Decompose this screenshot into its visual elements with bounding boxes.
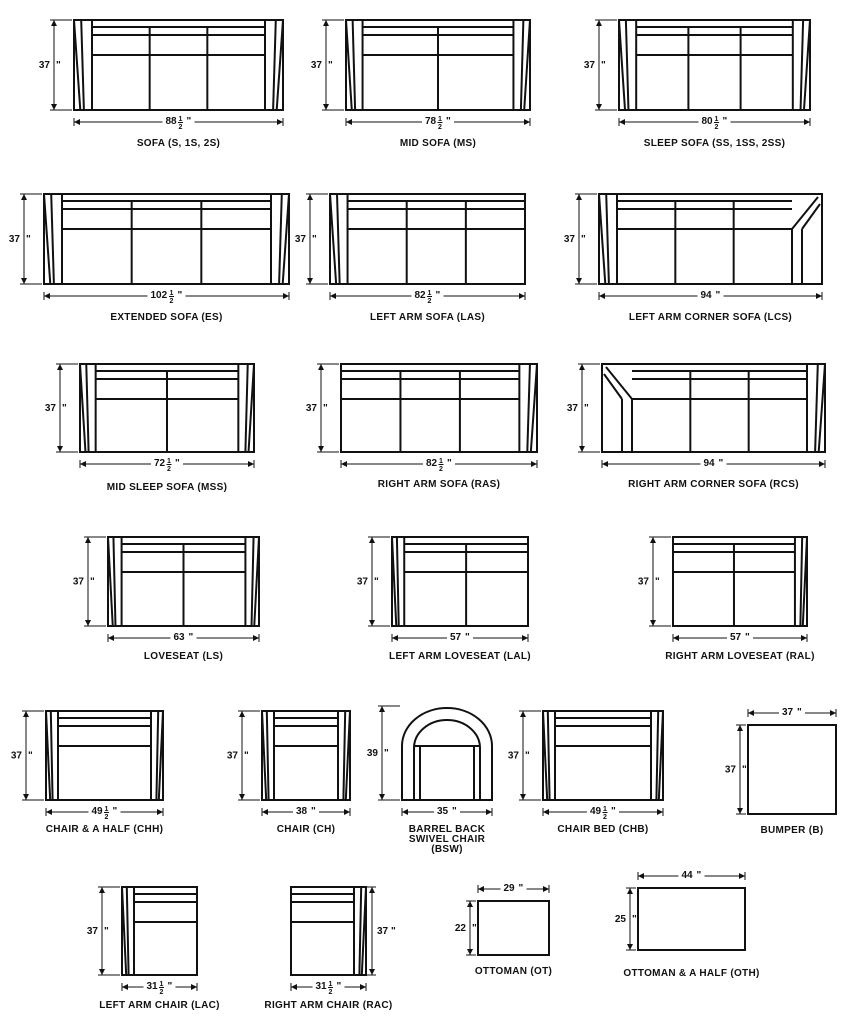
- inch-mark: ": [722, 116, 728, 127]
- dimension-label: [587, 803, 619, 821]
- caption: [277, 824, 336, 835]
- furniture-outline: [108, 537, 259, 626]
- height-value: 39: [366, 748, 378, 759]
- svg-text:1: 1: [427, 290, 432, 297]
- inch-mark: ": [311, 806, 316, 817]
- height-dimension-line: [578, 364, 600, 452]
- dimension-label: [779, 704, 805, 718]
- dimension-label: [151, 455, 183, 473]
- height-label: [615, 914, 637, 925]
- caption-line: LEFT ARM SOFA (LAS): [370, 312, 485, 323]
- height-dimension-line: [367, 887, 376, 975]
- inch-mark: ": [323, 403, 328, 414]
- caption-line: LEFT ARM CHAIR (LAC): [99, 1000, 220, 1011]
- height-label: [584, 60, 606, 71]
- height-value: 37: [10, 750, 22, 762]
- furniture-outline: [262, 711, 350, 800]
- svg-text:2: 2: [169, 298, 174, 305]
- inch-mark: ": [745, 632, 750, 643]
- dimension-value: 44: [681, 870, 693, 881]
- ottoman-and-a-half: [615, 867, 760, 979]
- furniture-outline: [80, 364, 254, 452]
- height-dimension-line: [368, 537, 390, 626]
- svg-text:1: 1: [178, 116, 183, 123]
- chair-bed: [508, 711, 663, 835]
- caption: [389, 651, 531, 662]
- inch-mark: ": [62, 403, 67, 414]
- height-dimension-line: [649, 537, 671, 626]
- dimension-value: 31: [146, 981, 158, 992]
- caption-line: RIGHT ARM LOVESEAT (RAL): [665, 651, 815, 662]
- dimension-value: 35: [437, 806, 449, 817]
- caption: [400, 138, 476, 149]
- dimension-fraction: [438, 116, 443, 131]
- inch-mark: ": [452, 806, 457, 817]
- svg-text:2: 2: [438, 124, 442, 131]
- dimension-label: [698, 287, 724, 301]
- dimension-fraction: [714, 116, 719, 131]
- height-dimension-line: [575, 194, 597, 284]
- inch-mark: ": [446, 116, 451, 127]
- dimension-label: [144, 978, 176, 996]
- height-label: [39, 60, 61, 71]
- dimension-fraction: [159, 981, 164, 996]
- height-value: 22: [454, 923, 466, 934]
- height-dimension-line: [595, 20, 617, 110]
- right-arm-loveseat: [638, 537, 815, 662]
- height-value: 37: [226, 750, 238, 762]
- inch-mark: ": [601, 60, 606, 71]
- inch-mark: ": [167, 981, 173, 992]
- height-value: 37: [724, 764, 736, 776]
- mid-sleep-sofa: [45, 364, 254, 493]
- furniture-outline: [748, 725, 836, 814]
- inch-mark: ": [632, 914, 637, 925]
- height-label: [87, 926, 109, 937]
- furniture-outline: [46, 711, 163, 800]
- furniture-outline: [478, 901, 549, 955]
- dimension-value: 38: [296, 806, 308, 817]
- dimension-value: 49: [91, 806, 103, 817]
- caption: [110, 312, 222, 323]
- caption-line: BUMPER (B): [760, 825, 824, 836]
- caption-line: LEFT ARM CORNER SOFA (LCS): [628, 312, 793, 323]
- furniture-outline: [599, 194, 822, 284]
- dimension-label: [679, 867, 705, 881]
- left-arm-corner-sofa: [564, 194, 822, 323]
- inch-mark: ": [56, 60, 61, 71]
- furniture-outline: [346, 20, 530, 110]
- caption-line: MID SOFA (MS): [399, 138, 477, 149]
- height-dimension-line: [50, 20, 72, 110]
- height-label: [311, 60, 333, 71]
- furniture-outline: [402, 708, 492, 800]
- caption-line: MID SLEEP SOFA (MSS): [106, 482, 228, 493]
- height-label: [377, 926, 396, 937]
- dimension-value: 29: [503, 883, 515, 894]
- dimension-value: 31: [315, 981, 327, 992]
- dimension-value: 102: [150, 290, 168, 301]
- height-label: [725, 765, 747, 776]
- height-label: [357, 577, 379, 588]
- inch-mark: ": [518, 883, 524, 894]
- inch-mark: ": [312, 234, 317, 245]
- svg-text:1: 1: [328, 981, 333, 988]
- inch-mark: ": [186, 116, 192, 127]
- height-label: [73, 577, 95, 588]
- inch-mark: ": [384, 748, 389, 759]
- svg-text:2: 2: [427, 298, 432, 305]
- sleep-sofa: [584, 20, 810, 149]
- caption: [137, 138, 220, 149]
- caption-line: OTTOMAN (OT): [474, 966, 553, 977]
- svg-text:2: 2: [178, 124, 183, 131]
- height-dimension-line: [306, 194, 328, 284]
- svg-text:2: 2: [167, 466, 171, 473]
- height-label: [45, 403, 67, 414]
- svg-text:1: 1: [438, 116, 442, 123]
- left-arm-sofa: [295, 194, 525, 323]
- dimension-label: [148, 287, 186, 305]
- inch-mark: ": [715, 290, 721, 301]
- height-value: 37: [566, 403, 578, 414]
- height-label: [9, 234, 31, 245]
- left-arm-chair: [87, 887, 220, 1011]
- inch-mark: ": [447, 458, 452, 469]
- inch-mark: ": [696, 870, 702, 881]
- height-value: 37: [72, 576, 84, 588]
- dimension-label: [701, 455, 727, 469]
- furniture-outline: [673, 537, 807, 626]
- caption-line: CHAIR (CH): [276, 824, 336, 835]
- furniture-outline: [44, 194, 289, 284]
- inch-mark: ": [611, 806, 616, 817]
- caption: [46, 824, 163, 835]
- caption-line: LOVESEAT (LS): [143, 651, 224, 662]
- dimension-label: [423, 455, 455, 473]
- furniture-outline: [543, 711, 663, 800]
- height-label: [567, 403, 589, 414]
- chair: [227, 711, 350, 835]
- height-label: [564, 234, 586, 245]
- inch-mark: ": [188, 632, 194, 643]
- height-label: [295, 234, 317, 245]
- caption: [409, 824, 486, 855]
- inch-mark: ": [328, 60, 333, 71]
- caption-line: RIGHT ARM SOFA (RAS): [377, 479, 501, 490]
- inch-mark: ": [655, 576, 660, 588]
- dimension-fraction: [328, 981, 333, 996]
- dimension-value: 82: [414, 290, 426, 301]
- caption: [378, 479, 500, 490]
- svg-text:2: 2: [603, 814, 607, 821]
- dimension-label: [434, 803, 460, 817]
- caption: [264, 1000, 392, 1011]
- sofa: [39, 20, 283, 149]
- caption: [370, 312, 485, 323]
- bumper: [725, 704, 836, 836]
- dimension-value: 88: [165, 116, 177, 127]
- height-dimension-line: [322, 20, 344, 110]
- furniture-outline: [330, 194, 525, 284]
- height-dimension-line: [238, 711, 260, 800]
- dimension-label: [293, 803, 319, 817]
- loveseat: [73, 537, 259, 662]
- dimension-fraction: [167, 458, 172, 473]
- inch-mark: ": [581, 234, 586, 245]
- caption-line: OTTOMAN & A HALF (OTH): [623, 968, 760, 979]
- caption-line: LEFT ARM LOVESEAT (LAL): [389, 651, 531, 662]
- height-dimension-line: [56, 364, 78, 452]
- caption: [644, 138, 785, 149]
- caption: [144, 651, 223, 662]
- caption-line: RIGHT ARM CORNER SOFA (RCS): [628, 479, 799, 490]
- caption: [99, 1000, 220, 1011]
- caption: [475, 966, 552, 977]
- caption: [557, 824, 648, 835]
- inch-mark: ": [175, 458, 180, 469]
- height-value: 37: [310, 60, 322, 71]
- caption-line: BARREL BACK: [408, 824, 486, 835]
- caption-line: RIGHT ARM CHAIR (RAC): [264, 1000, 393, 1011]
- height-value: 37: [305, 403, 317, 414]
- height-dimension-line: [22, 711, 44, 800]
- dimension-value: 37: [782, 707, 794, 718]
- chair-and-a-half: [11, 711, 163, 835]
- height-label: [455, 923, 477, 934]
- caption: [761, 825, 824, 836]
- ottoman: [455, 880, 552, 977]
- dimension-label: [313, 978, 345, 996]
- furniture-outline: [638, 888, 745, 950]
- right-arm-corner-sofa: [567, 364, 825, 490]
- dimension-label: [699, 113, 731, 131]
- svg-text:1: 1: [439, 458, 443, 465]
- dimension-fraction: [169, 290, 174, 305]
- svg-text:1: 1: [104, 806, 109, 813]
- svg-text:2: 2: [714, 124, 719, 131]
- height-value: 25: [614, 914, 626, 925]
- dimension-value: 49: [590, 806, 602, 817]
- inch-mark: ": [525, 750, 530, 762]
- height-label: [508, 751, 530, 762]
- dimension-label: [501, 880, 527, 894]
- svg-text:1: 1: [603, 806, 607, 813]
- caption: [623, 968, 759, 979]
- height-dimension-line: [98, 887, 120, 975]
- furniture-outline: [619, 20, 810, 110]
- furniture-outline: [392, 537, 528, 626]
- dimension-fraction: [104, 806, 109, 821]
- furniture-outline: [291, 887, 366, 975]
- svg-text:1: 1: [167, 458, 171, 465]
- right-arm-chair: [264, 887, 396, 1011]
- height-value: 37: [38, 60, 50, 71]
- height-label: [638, 577, 660, 588]
- inch-mark: ": [104, 926, 109, 937]
- svg-text:1: 1: [714, 116, 719, 123]
- inch-mark: ": [391, 926, 396, 937]
- right-arm-sofa: [306, 364, 537, 490]
- dimension-label: [727, 629, 753, 643]
- dimension-value: 94: [700, 290, 712, 301]
- svg-text:2: 2: [104, 814, 109, 821]
- height-value: 37: [583, 60, 595, 71]
- height-value: 37: [86, 926, 98, 937]
- inch-mark: ": [435, 290, 441, 301]
- inch-mark: ": [718, 458, 724, 469]
- svg-text:2: 2: [328, 989, 333, 996]
- caption: [107, 482, 227, 493]
- height-value: 37: [294, 234, 306, 245]
- furniture-outline: [341, 364, 537, 452]
- caption-line: SOFA (S, 1S, 2S): [136, 138, 221, 149]
- height-dimension-line: [317, 364, 339, 452]
- mid-sofa: [311, 20, 530, 149]
- caption-line: SWIVEL CHAIR: [408, 834, 486, 845]
- inch-mark: ": [584, 403, 589, 414]
- caption-line: EXTENDED SOFA (ES): [110, 312, 223, 323]
- furniture-outline: [602, 364, 825, 452]
- caption-line: (BSW): [431, 844, 463, 855]
- svg-text:1: 1: [169, 290, 174, 297]
- extended-sofa: [9, 194, 289, 323]
- caption-line: CHAIR & A HALF (CHH): [45, 824, 164, 835]
- dimension-fraction: [603, 806, 608, 821]
- dimension-label: [163, 113, 195, 131]
- height-value: 37: [563, 234, 575, 245]
- caption: [628, 479, 799, 490]
- height-label: [11, 751, 33, 762]
- inch-mark: ": [472, 923, 477, 934]
- height-dimension-line: [20, 194, 42, 284]
- caption-line: CHAIR BED (CHB): [557, 824, 649, 835]
- caption: [629, 312, 792, 323]
- inch-mark: ": [742, 764, 747, 776]
- height-value: 37: [356, 576, 368, 588]
- dimension-value: 63: [173, 632, 185, 643]
- dimension-label: [171, 629, 197, 643]
- height-value: 37: [637, 576, 649, 588]
- left-arm-loveseat: [357, 537, 531, 662]
- inch-mark: ": [90, 576, 95, 588]
- dimension-value: 80: [701, 116, 713, 127]
- svg-text:2: 2: [439, 466, 443, 473]
- dimension-value: 78: [425, 116, 437, 127]
- inch-mark: ": [797, 707, 802, 718]
- inch-mark: ": [28, 750, 33, 762]
- height-dimension-line: [519, 711, 541, 800]
- height-value: 37: [507, 750, 519, 762]
- dimension-value: 57: [450, 632, 462, 643]
- inch-mark: ": [374, 576, 379, 588]
- inch-mark: ": [26, 234, 31, 245]
- height-label: [306, 403, 328, 414]
- inch-mark: ": [465, 632, 470, 643]
- inch-mark: ": [177, 290, 183, 301]
- svg-text:1: 1: [159, 981, 164, 988]
- height-value: 37: [44, 403, 56, 414]
- dimension-label: [89, 803, 121, 821]
- dimension-value: 72: [154, 458, 166, 469]
- furniture-outline: [122, 887, 197, 975]
- svg-text:2: 2: [159, 989, 164, 996]
- caption-line: SLEEP SOFA (SS, 1SS, 2SS): [643, 138, 786, 149]
- height-value: 37: [8, 234, 20, 245]
- dimension-fraction: [427, 290, 432, 305]
- height-label: [367, 748, 389, 759]
- height-dimension-line: [84, 537, 106, 626]
- barrel-back-swivel-chair: [367, 706, 492, 855]
- height-dimension-line: [378, 706, 400, 800]
- height-label: [227, 751, 249, 762]
- inch-mark: ": [336, 981, 342, 992]
- inch-mark: ": [244, 750, 249, 762]
- furniture-outline: [74, 20, 283, 110]
- dimension-label: [447, 629, 473, 643]
- dimension-label: [412, 287, 444, 305]
- caption: [665, 651, 814, 662]
- dimension-fraction: [439, 458, 444, 473]
- height-value: 37: [377, 926, 389, 937]
- dimension-value: 57: [730, 632, 742, 643]
- dimension-value: 94: [703, 458, 715, 469]
- dimension-value: 82: [426, 458, 438, 469]
- inch-mark: ": [112, 806, 118, 817]
- dimension-label: [422, 113, 454, 131]
- dimension-fraction: [178, 116, 183, 131]
